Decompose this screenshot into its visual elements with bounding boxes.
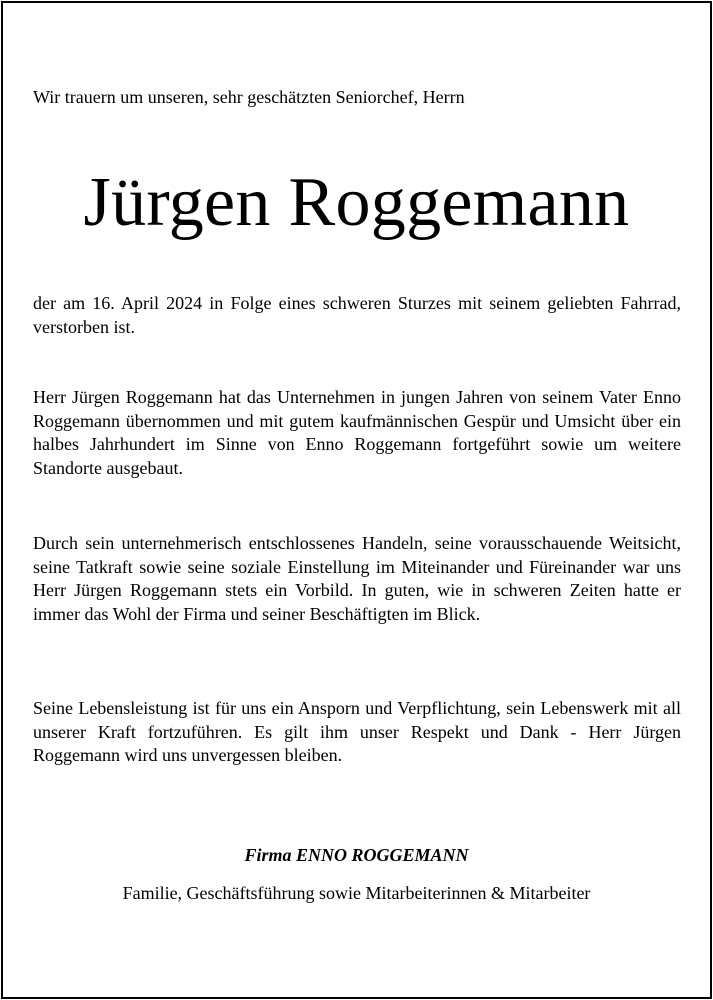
signers-line: Familie, Geschäftsführung sowie Mitarbeiterinnen & Mitarbeiter	[122, 883, 591, 903]
deceased-name: Jürgen Roggemann	[83, 164, 630, 241]
company-history-paragraph: Herr Jürgen Roggemann hat das Unternehmen in jungen Jahren von seinem Vater Enno Roggemann übernommen und mit gutem kaufmännischen Gespür und Umsicht über ein halbes Jahrhundert im Sinne von Enno Roggemann fortgeführt sowie um weitere Standorte ausgebaut.	[33, 387, 681, 478]
tribute-paragraph: Durch sein unternehmerisch entschlossenes Handeln, seine vorausschauende Weitsicht, seine Tatkraft sowie seine soziale Einstellung im Miteinander und Füreinander war uns Herr Jürgen Roggemann stets ein Vorbild. In guten, wie in schweren Zeiten hatte er immer das Wohl der Firma und seiner Beschäftigten im Blick.	[33, 533, 681, 624]
intro-line: Wir trauern um unseren, sehr geschätzten Seniorchef, Herrn	[33, 87, 465, 107]
firm-signature: Firma ENNO ROGGEMANN	[244, 845, 469, 865]
legacy-paragraph: Seine Lebensleistung ist für uns ein Ansporn und Verpflichtung, sein Lebenswerk mit all unserer Kraft fortzuführen. Es gilt ihm unser Respekt und Dank - Herr Jürgen Roggemann wird uns unvergessen bleiben.	[33, 698, 681, 765]
death-paragraph: der am 16. April 2024 in Folge eines schweren Sturzes mit seinem geliebten Fahrrad, verstorben ist.	[33, 293, 681, 337]
